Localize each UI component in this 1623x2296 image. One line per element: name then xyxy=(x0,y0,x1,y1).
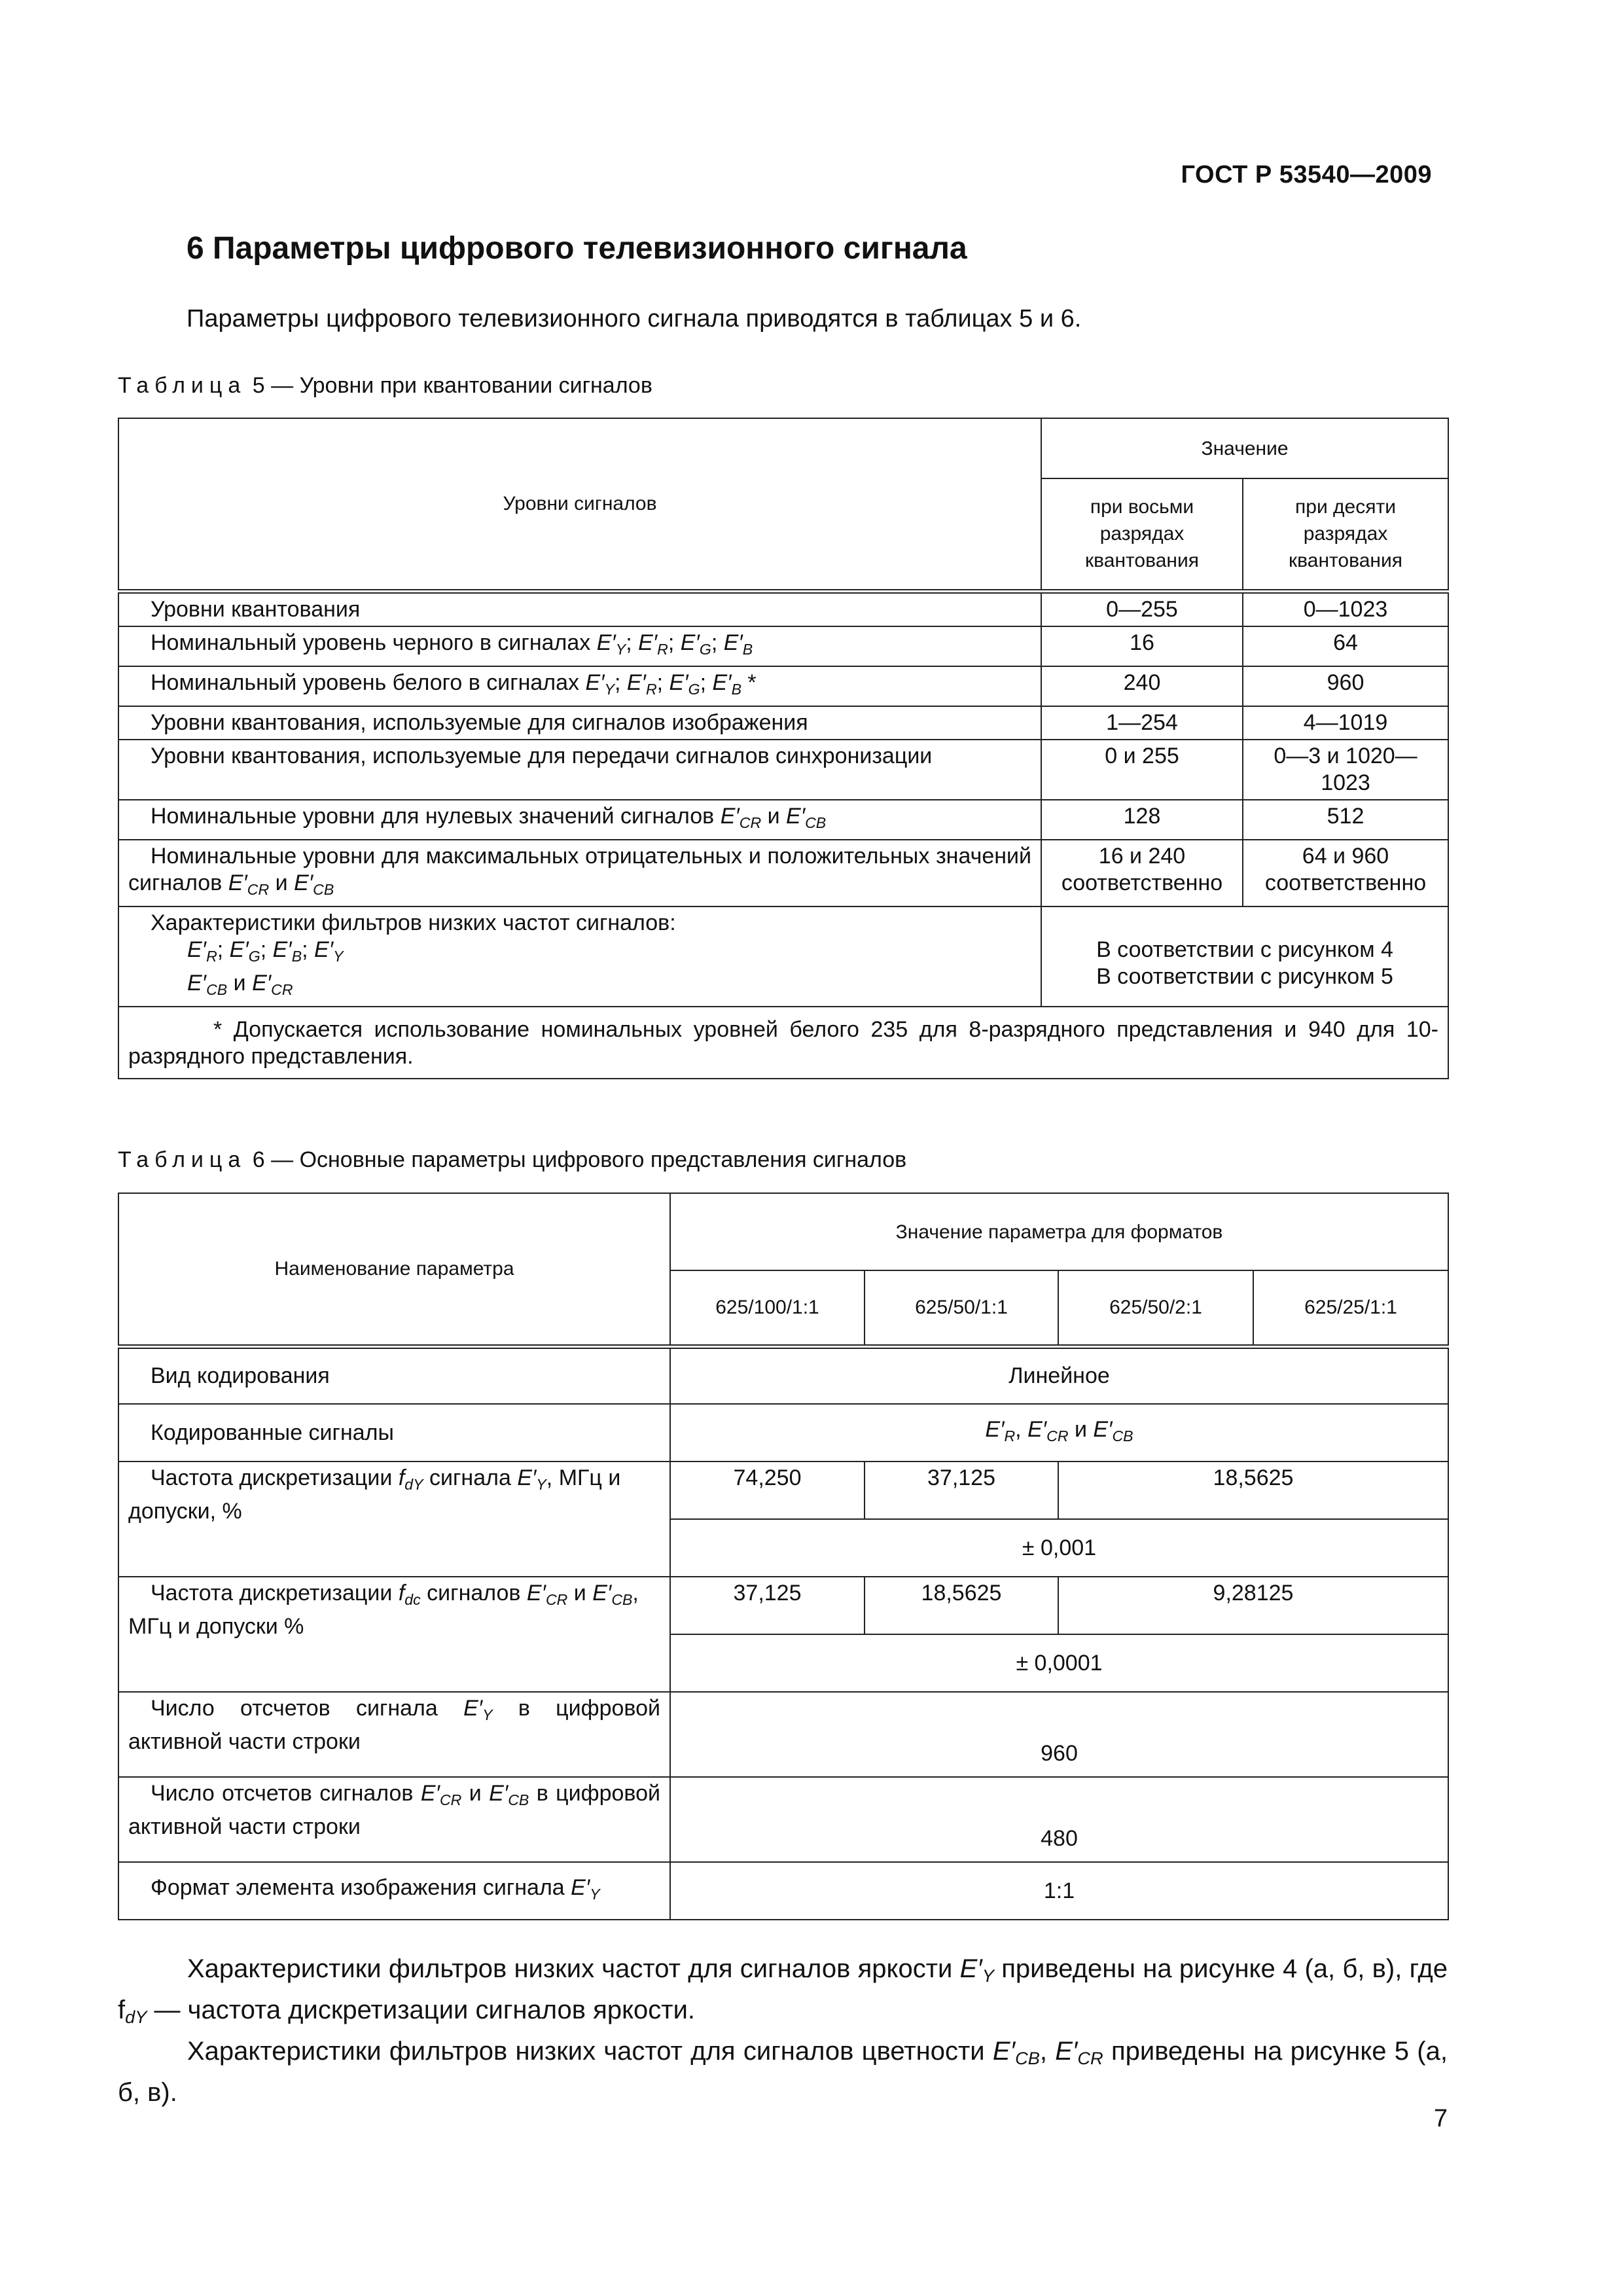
fc-value: 37,125 xyxy=(670,1577,865,1634)
table5-header-levels: Уровни сигналов xyxy=(118,418,1041,591)
row-label-cell: Номинальные уровни для максимальных отрицательных и положительных значений сигналов $E'_{CR}$ и $E'_{CB}$ xyxy=(118,840,1041,906)
table6-caption-text: 6 — Основные параметры цифрового представления сигналов xyxy=(252,1147,907,1172)
table5-header-8bit: при восьми разрядах квантования xyxy=(1041,478,1243,591)
signals-label: Кодированные сигналы xyxy=(118,1404,670,1462)
row-label: Уровни квантования xyxy=(118,591,1041,626)
fc-tolerance: ± 0,0001 xyxy=(670,1634,1448,1692)
table5-caption-text: 5 — Уровни при квантовании сигналов xyxy=(252,373,652,398)
row-value-8bit: 16 xyxy=(1041,626,1243,666)
row-value-8bit: 128 xyxy=(1041,800,1243,840)
section-title: 6 Параметры цифрового телевизионного сигнала xyxy=(187,231,967,266)
row-label: Номинальный уровень белого в сигналах xyxy=(151,670,580,695)
table-row xyxy=(118,591,1448,626)
row-value-10bit: 960 xyxy=(1243,666,1448,706)
fy-tolerance: ± 0,001 xyxy=(670,1519,1448,1577)
table5 xyxy=(118,418,1449,1079)
fy-value: 18,5625 xyxy=(1058,1462,1448,1519)
fy-label: Частота дискретизации xyxy=(151,1465,393,1490)
table-row xyxy=(118,706,1448,740)
fy-value: 37,125 xyxy=(865,1462,1058,1519)
row-value-8bit: 240 xyxy=(1041,666,1243,706)
fc-label-c: , МГц и допуски % xyxy=(128,1581,639,1639)
row-label: Уровни квантования, используемые для передачи сигналов синхронизации xyxy=(118,740,1041,800)
table6-header-values: Значение параметра для форматов xyxy=(670,1193,1448,1270)
body-text xyxy=(118,1952,1448,2109)
format-header: 625/100/1:1 xyxy=(670,1270,865,1346)
row-value-10bit: 0—1023 xyxy=(1243,591,1448,626)
filter-value-cell xyxy=(1041,906,1448,1007)
page-number: 7 xyxy=(1433,2105,1448,2132)
fc-label-b: сигналов xyxy=(427,1581,521,1605)
filter-value-1: В соответствии с рисунком 4 xyxy=(1096,937,1393,962)
row-value-8bit: 0 и 255 xyxy=(1041,740,1243,800)
fc-label: Частота дискретизации xyxy=(151,1581,393,1605)
row-value-10bit: 512 xyxy=(1243,800,1448,840)
table-row xyxy=(118,626,1448,666)
table5-header-10bit: при десяти разрядах квантования xyxy=(1243,478,1448,591)
row-value-10bit: 64 xyxy=(1243,626,1448,666)
table-row xyxy=(118,906,1448,1007)
body-paragraph-2: Характеристики фильтров низких частот для сигналов цветности $E'_{CB}$, $E'_{CR}$ приведены на рисунке 5 (а, б, в). xyxy=(118,2037,1448,2107)
table-row xyxy=(118,740,1448,800)
signals-value: $E'_R$, $E'_{CR}$ и $E'_{CB}$ xyxy=(670,1404,1448,1462)
table5-footnote-row xyxy=(118,1007,1448,1079)
row-value-10bit: 64 и 960 соответственно xyxy=(1243,840,1448,906)
format-header: 625/25/1:1 xyxy=(1253,1270,1448,1346)
format-header: 625/50/1:1 xyxy=(865,1270,1058,1346)
table6 xyxy=(118,1193,1449,1920)
table-row xyxy=(118,800,1448,840)
fy-label-c: , МГц и допуски, % xyxy=(128,1465,621,1524)
pix-label: Формат элемента изображения сигнала xyxy=(151,1874,565,1900)
nc-value: 480 xyxy=(670,1777,1448,1862)
fc-value: 9,28125 xyxy=(1058,1577,1448,1634)
row-label: Номинальные уровни для нулевых значений сигналов xyxy=(151,803,715,829)
coding-value: Линейное xyxy=(670,1346,1448,1404)
ny-label-cell: Число отсчетов сигнала $E'_Y$ в цифровой активной части строки xyxy=(118,1692,670,1777)
nc-label-b: в цифровой активной части строки xyxy=(128,1781,661,1839)
row-value-8bit: 0—255 xyxy=(1041,591,1243,626)
document-code: ГОСТ Р 53540—2009 xyxy=(1181,161,1432,188)
p1-part-b: приведены на рисунке 4 (а, б, в), где f xyxy=(118,1954,1448,2024)
row-value-8bit: 16 и 240 соответственно xyxy=(1041,840,1243,906)
ny-label-b: в цифровой активной части строки xyxy=(128,1696,660,1754)
p2-part-a: Характеристики фильтров низких частот для сигналов цветности xyxy=(187,2037,985,2066)
table6-header-param: Наименование параметра xyxy=(118,1193,670,1346)
row-label: Номинальный уровень черного в сигналах xyxy=(151,630,591,655)
filter-label: Характеристики фильтров низких частот сигналов: xyxy=(151,910,676,935)
row-value-10bit: 4—1019 xyxy=(1243,706,1448,740)
table-row xyxy=(118,840,1448,906)
table5-caption xyxy=(118,373,652,399)
p1-part-a: Характеристики фильтров низких частот для сигналов яркости xyxy=(187,1954,953,1983)
coding-label: Вид кодирования xyxy=(118,1346,670,1404)
nc-label-cell: Число отсчетов сигналов $E'_{CR}$ и $E'_{CB}$ в цифровой активной части строки xyxy=(118,1777,670,1862)
table6-caption-label: Таблица xyxy=(118,1147,247,1172)
nc-label: Число отсчетов сигналов xyxy=(151,1781,414,1806)
fc-value: 18,5625 xyxy=(865,1577,1058,1634)
body-paragraph-1: Характеристики фильтров низких частот для сигналов яркости $E'_Y$ приведены на рисунке 4 (а, б, в), где $f_{dY}$ — частота дискретизации сигналов яркости. xyxy=(118,1954,1448,2027)
table-row xyxy=(118,1346,1448,1404)
ny-label: Число отсчетов сигнала xyxy=(151,1696,438,1721)
format-header: 625/50/2:1 xyxy=(1058,1270,1253,1346)
fy-label-cell: Частота дискретизации $f_{dY}$ сигнала $E'_Y$, МГц и допуски, % xyxy=(118,1462,670,1577)
fc-label-cell: Частота дискретизации $f_{dc}$ сигналов $E'_{CR}$ и $E'_{CB}$, МГц и допуски % xyxy=(118,1577,670,1692)
row-label-cell: Номинальный уровень черного в сигналах $E'_Y$; $E'_R$; $E'_G$; $E'_B$ xyxy=(118,626,1041,666)
row-label: Уровни квантования, используемые для сигналов изображения xyxy=(118,706,1041,740)
pix-label-cell: Формат элемента изображения сигнала $E'_Y$ xyxy=(118,1862,670,1920)
row-label-cell: Номинальные уровни для нулевых значений сигналов $E'_{CR}$ и $E'_{CB}$ xyxy=(118,800,1041,840)
p2-part-b: приведены на рисунке 5 (а, б, в). xyxy=(118,2037,1448,2107)
table5-header-value: Значение xyxy=(1041,418,1448,478)
ny-value: 960 xyxy=(670,1692,1448,1777)
row-value-10bit: 0—3 и 1020—1023 xyxy=(1243,740,1448,800)
row-value-8bit: 1—254 xyxy=(1041,706,1243,740)
table-row xyxy=(118,1404,1448,1462)
row-label: Номинальные уровни для максимальных отрицательных и положительных значений сигналов xyxy=(128,843,1031,895)
table-row xyxy=(118,1577,1448,1634)
section-intro: Параметры цифрового телевизионного сигнала приводятся в таблицах 5 и 6. xyxy=(187,305,1082,332)
row-label-cell: Номинальный уровень белого в сигналах $E'_Y$; $E'_R$; $E'_G$; $E'_B$ * xyxy=(118,666,1041,706)
p1-part-c: — частота дискретизации сигналов яркости. xyxy=(154,1996,696,2024)
pix-value: 1:1 xyxy=(670,1862,1448,1920)
table-row xyxy=(118,1862,1448,1920)
table-row xyxy=(118,666,1448,706)
filter-label-cell: Характеристики фильтров низких частот сигналов: $E'_R$; $E'_G$; $E'_B$; $E'_Y$ $E'_{CB}$ и $E'_{CR}$ xyxy=(118,906,1041,1007)
fy-label-b: сигнала xyxy=(429,1465,511,1490)
table-row xyxy=(118,1692,1448,1777)
table5-caption-label: Таблица xyxy=(118,373,247,398)
filter-value-2: В соответствии с рисунком 5 xyxy=(1096,963,1393,989)
table-row xyxy=(118,1777,1448,1862)
table6-caption xyxy=(118,1147,906,1173)
table-row xyxy=(118,1462,1448,1519)
fy-value: 74,250 xyxy=(670,1462,865,1519)
table5-footnote: * Допускается использование номинальных уровней белого 235 для 8-разрядного представления и 940 для 10-разрядного представления. xyxy=(118,1007,1448,1079)
